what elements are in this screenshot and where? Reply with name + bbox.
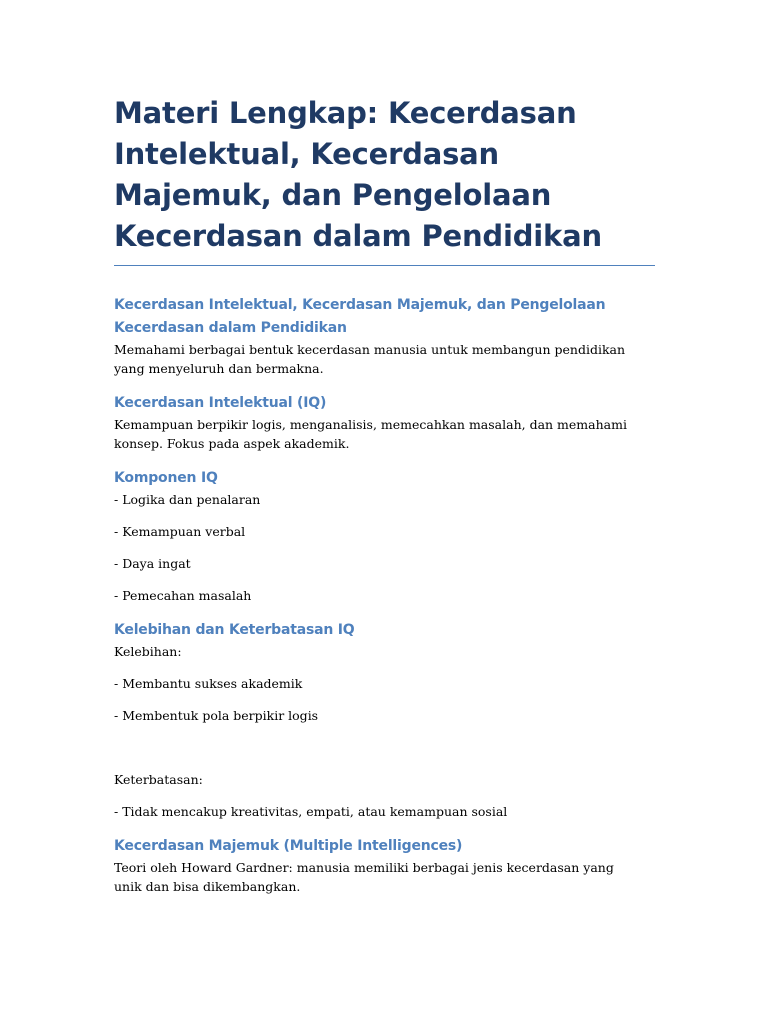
section-heading: Komponen IQ <box>114 470 218 486</box>
list-item: - Membantu sukses akademik <box>114 676 303 691</box>
section-intro <box>114 294 654 378</box>
section-body: Kemampuan berpikir logis, menganalisis, memecahkan masalah, dan memahami konsep. Fokus pada aspek akademik. <box>114 417 627 451</box>
limitations-label: Keterbatasan: <box>114 772 203 787</box>
document-title: Materi Lengkap: Kecerdasan Intelektual, Kecerdasan Majemuk, dan Pengelolaan Kecerdasan dalam Pendidikan <box>114 93 655 266</box>
advantages-label: Kelebihan: <box>114 644 182 659</box>
section-iq-pros-cons <box>114 619 654 821</box>
list-item: - Pemecahan masalah <box>114 588 252 603</box>
list-item: - Tidak mencakup kreativitas, empati, atau kemampuan sosial <box>114 804 508 819</box>
section-iq-components <box>114 467 654 605</box>
section-body: Teori oleh Howard Gardner: manusia memiliki berbagai jenis kecerdasan yang unik dan bisa dikembangkan. <box>114 860 614 894</box>
section-heading: Kecerdasan Majemuk (Multiple Intelligences) <box>114 838 463 854</box>
list-item: - Membentuk pola berpikir logis <box>114 708 319 723</box>
list-item: - Logika dan penalaran <box>114 492 261 507</box>
section-body: Memahami berbagai bentuk kecerdasan manusia untuk membangun pendidikan yang menyeluruh dan bermakna. <box>114 342 626 376</box>
list-item: - Kemampuan verbal <box>114 524 246 539</box>
list-item: - Daya ingat <box>114 556 191 571</box>
section-heading: Kecerdasan Intelektual (IQ) <box>114 395 327 411</box>
section-heading: Kelebihan dan Keterbatasan IQ <box>114 622 355 638</box>
section-multiple-intelligences <box>114 835 654 896</box>
section-iq <box>114 392 654 453</box>
section-heading: Kecerdasan Intelektual, Kecerdasan Majemuk, dan Pengelolaan Kecerdasan dalam Pendidikan <box>114 297 606 336</box>
